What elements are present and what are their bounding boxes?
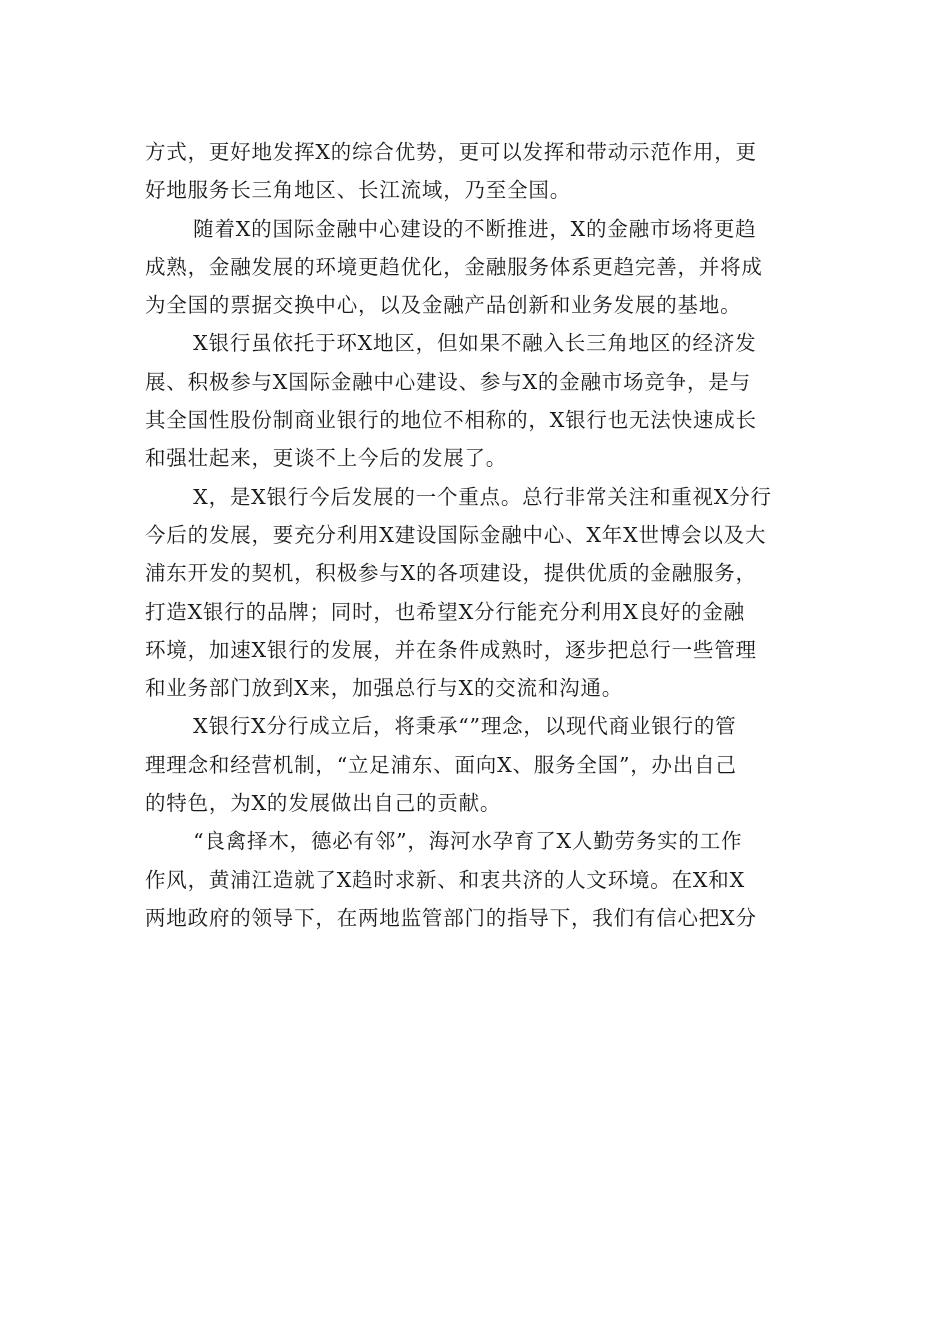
- paragraph-2: [145, 210, 805, 325]
- paragraph-line: 其全国性股份制商业银行的地位不相称的，X银行也无法快速成长: [145, 408, 757, 433]
- paragraph-line: “良禽择木，德必有邻”，海河水孕育了X人勤劳务实的工作: [193, 829, 743, 854]
- paragraph-line: 理理念和经营机制，“立足浦东、面向X、服务全国”，办出自己: [145, 752, 737, 777]
- paragraph-line: 浦东开发的契机，积极参与X的各项建设，提供优质的金融服务，: [145, 561, 757, 586]
- paragraph-line: 的特色，为X的发展做出自己的贡献。: [145, 791, 502, 816]
- paragraph-3: [145, 324, 805, 477]
- paragraph-line: 作风，黄浦江造就了X趋时求新、和衷共济的人文环境。在X和X: [145, 867, 745, 892]
- paragraph-line: 和强壮起来，更谈不上今后的发展了。: [145, 446, 508, 471]
- paragraph-5: [145, 707, 805, 822]
- paragraph-line: 今后的发展，要充分利用X建设国际金融中心、X年X世博会以及大: [145, 522, 767, 547]
- paragraph-line: 方式，更好地发挥X的综合优势，更可以发挥和带动示范作用，更: [145, 140, 757, 164]
- paragraph-line: 随着X的国际金融中心建设的不断推进，X的金融市场将更趋: [193, 216, 757, 241]
- paragraph-1: [145, 133, 805, 210]
- paragraph-line: 两地政府的领导下，在两地监管部门的指导下，我们有信心把X分: [145, 905, 757, 930]
- paragraph-line: 为全国的票据交换中心，以及金融产品创新和业务发展的基地。: [145, 293, 742, 318]
- paragraph-line: 成熟，金融发展的环境更趋优化，金融服务体系更趋完善，并将成: [145, 254, 763, 279]
- paragraph-line: X银行虽依托于环X地区，但如果不融入长三角地区的经济发: [193, 331, 757, 356]
- paragraph-line: 和业务部门放到X来，加强总行与X的交流和沟通。: [145, 676, 624, 701]
- paragraph-line: 环境，加速X银行的发展，并在条件成熟时，逐步把总行一些管理: [145, 637, 757, 662]
- paragraph-4: [145, 478, 805, 708]
- paragraph-line: X，是X银行今后发展的一个重点。总行非常关注和重视X分行: [193, 484, 772, 509]
- paragraph-line: 展、积极参与X国际金融中心建设、参与X的金融市场竞争，是与: [145, 369, 751, 394]
- paragraph-line: 好地服务长三角地区、长江流域，乃至全国。: [145, 178, 571, 203]
- paragraph-line: 打造X银行的品牌；同时，也希望X分行能充分利用X良好的金融: [145, 599, 745, 624]
- document-body: [145, 133, 805, 937]
- paragraph-6: [145, 822, 805, 937]
- paragraph-line: X银行X分行成立后，将秉承“”理念，以现代商业银行的管: [193, 714, 737, 739]
